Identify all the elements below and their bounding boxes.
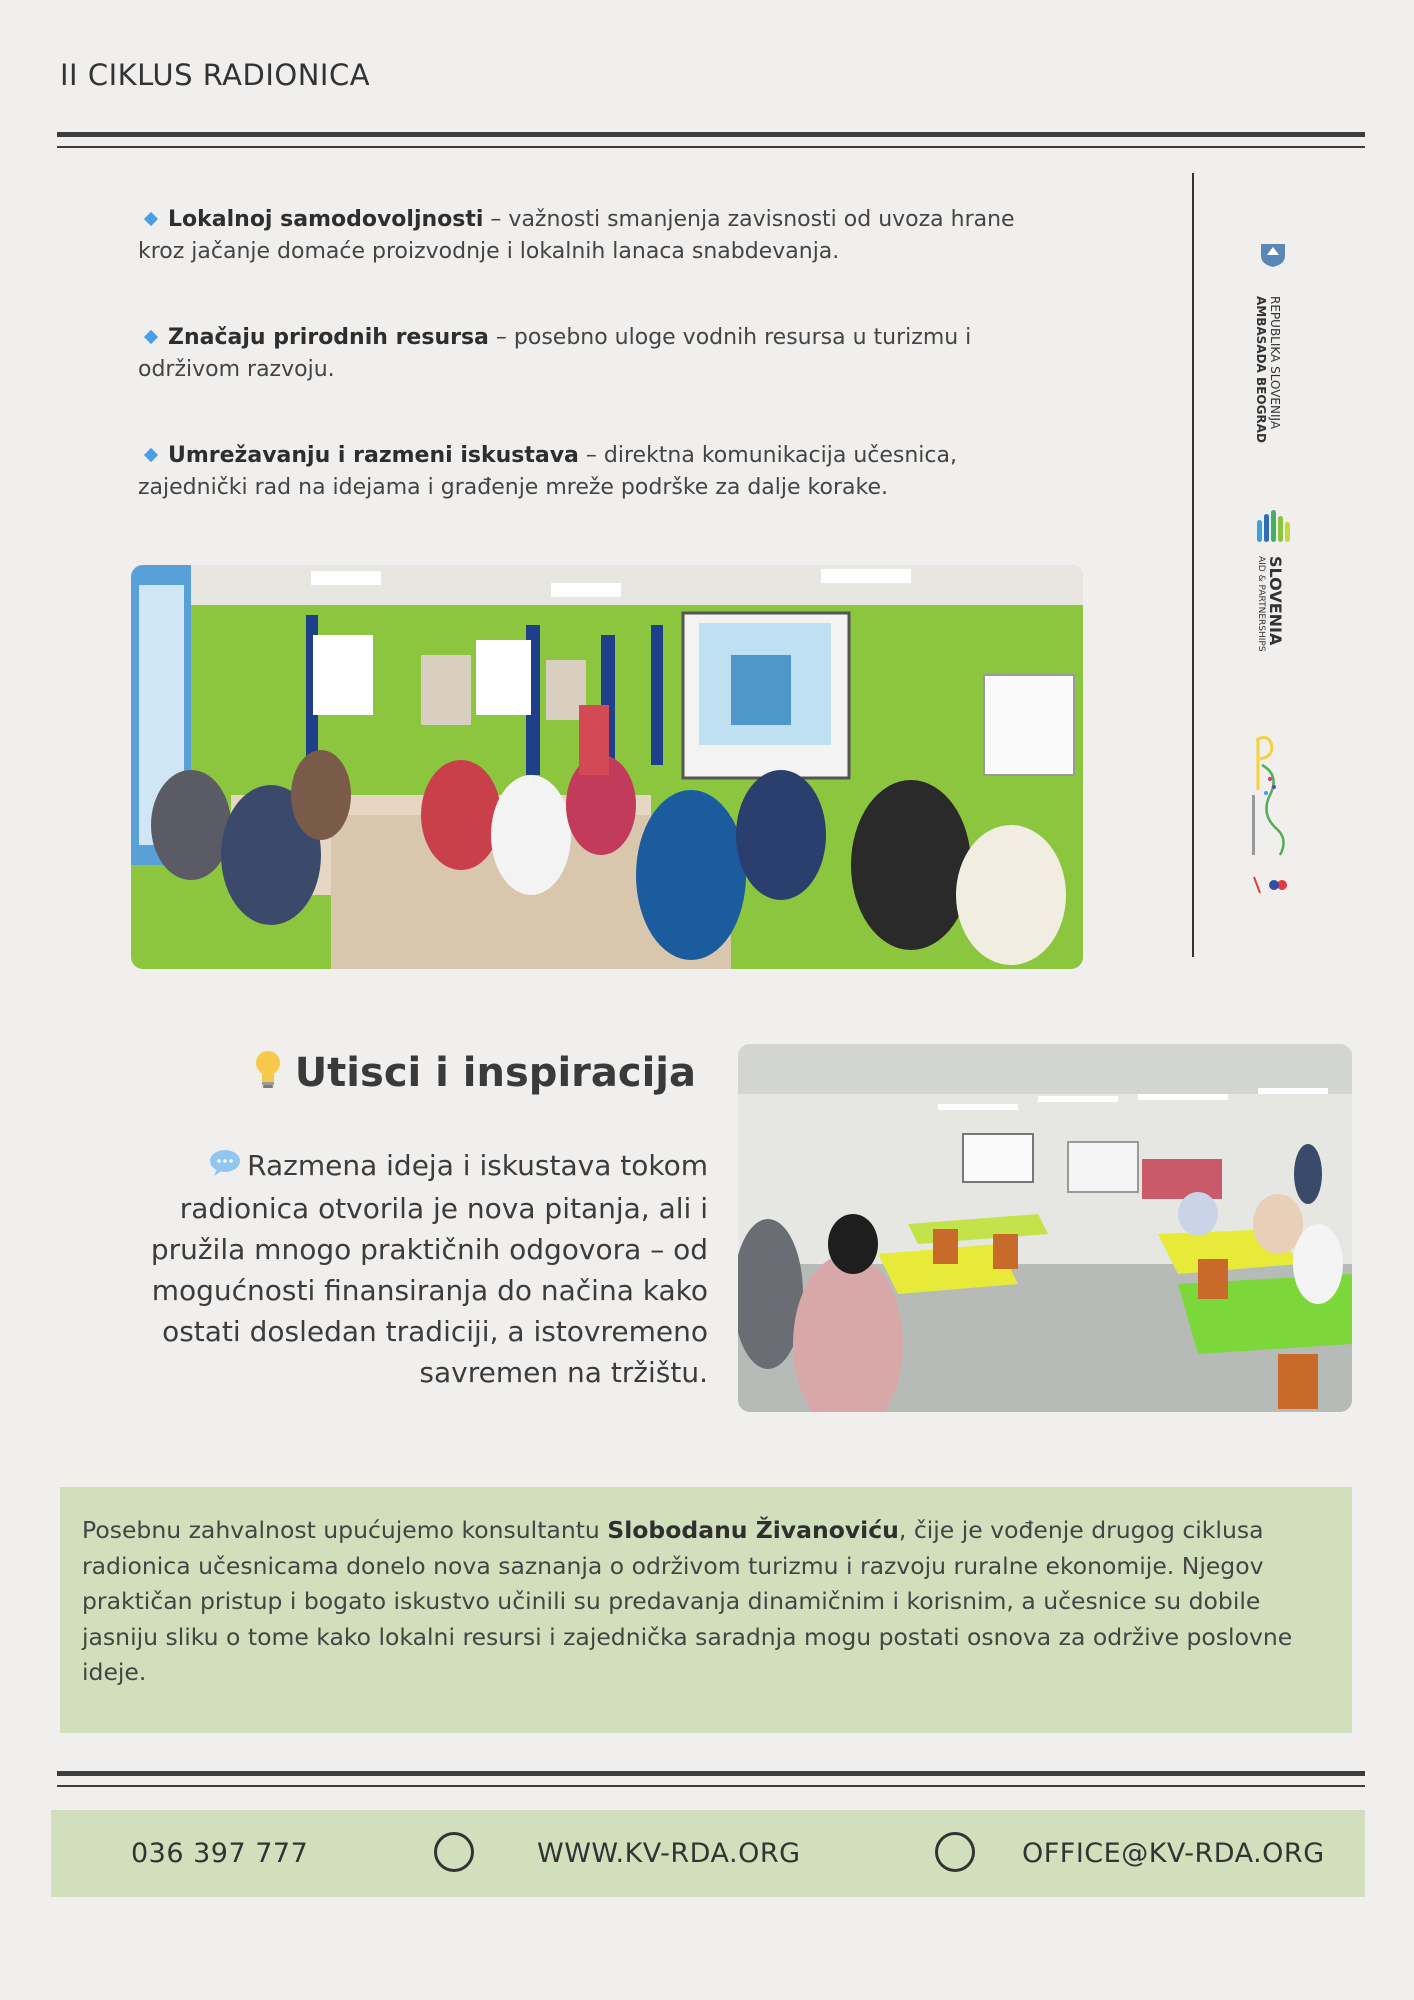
slovenia-logo-text	[1254, 556, 1285, 652]
consultant-name: Slobodanu Živanoviću	[607, 1516, 899, 1544]
embassy-logo-text	[1254, 296, 1282, 443]
bullet-text: – posebno uloge vodnih resursa u turizmu i održivom razvoju.	[138, 325, 972, 382]
footer-rule-thin	[57, 1785, 1365, 1787]
bullet-item	[138, 204, 1018, 268]
footer-website[interactable]: WWW.KV-RDA.ORG	[537, 1838, 801, 1869]
bullet-bold: Lokalnoj samodovoljnosti	[168, 207, 484, 232]
section-title-text: Utisci i inspiracija	[294, 1050, 696, 1096]
regional-agency-logo-icon	[1250, 735, 1290, 899]
footer-rule-thick	[57, 1771, 1365, 1776]
embassy-line-1: REPUBLIKA SLOVENIJA	[1268, 296, 1282, 430]
page-header-title: II CIKLUS RADIONICA	[60, 58, 371, 92]
diamond-bullet-icon	[144, 211, 158, 225]
thanks-text-before: Posebnu zahvalnost upućujemo konsultantu	[82, 1516, 608, 1544]
section-title	[255, 1050, 696, 1100]
thanks-panel	[60, 1487, 1352, 1733]
footer-phone: 036 397 777	[131, 1838, 309, 1869]
speech-bubble-icon	[209, 1147, 241, 1188]
diamond-bullet-icon	[144, 447, 158, 461]
lightbulb-icon	[255, 1050, 281, 1100]
circle-icon	[935, 1832, 975, 1872]
bullet-text: – važnosti smanjenja zavisnosti od uvoza hrane kroz jačanje domaće proizvodnje i lokalnih lanaca snabdevanja.	[138, 207, 1015, 264]
slovenia-aid-logo-icon	[1255, 510, 1291, 548]
bullet-bold: Umrežavanju i razmeni iskustava	[168, 443, 579, 468]
thanks-text-after: , čije je vođenje drugog ciklusa radionica učesnicama donelo nova saznanja o održivom turizmu i razvoju ruralne ekonomije. Njegov praktičan pristup i bogato iskustvo učinili su predavanja dinamičnim i korisnim, a učesnice su dobile jasniju sliku o tome kako lokalni resursi i zajednička saradnja mogu postati osnova za održive poslovne ideje.	[82, 1516, 1293, 1686]
footer-contact-bar	[51, 1810, 1365, 1897]
bullet-item	[138, 322, 1018, 386]
slovenia-subtitle: AID & PARTNERSHIPS	[1256, 556, 1266, 652]
header-rule-thin	[57, 146, 1365, 148]
bullet-item	[138, 440, 1018, 504]
impressions-paragraph: Razmena ideja i iskustava tokom radionica otvorila je nova pitanja, ali i pružila mnogo praktičnih odgovora – od mogućnosti finansiranja do načina kako ostati dosledan tradiciji, a istovremeno savremen na tržištu.	[150, 1149, 708, 1389]
footer-email[interactable]: OFFICE@KV-RDA.ORG	[1022, 1838, 1325, 1869]
embassy-coat-of-arms-icon	[1258, 242, 1288, 272]
workshop-photo-green-classroom	[131, 565, 1083, 969]
workshop-photo-yellow-tables	[738, 1044, 1352, 1412]
bullet-bold: Značaju prirodnih resursa	[168, 325, 489, 350]
impressions-text	[110, 1145, 708, 1393]
embassy-line-2: AMBASADA BEOGRAD	[1254, 296, 1268, 443]
slovenia-title: SLOVENIA	[1266, 556, 1285, 646]
diamond-bullet-icon	[144, 329, 158, 343]
circle-icon	[434, 1832, 474, 1872]
bullet-list	[138, 204, 1018, 558]
bullet-text: – direktna komunikacija učesnica, zajednički rad na idejama i građenje mreže podrške za dalje korake.	[138, 443, 957, 500]
header-rule-thick	[57, 132, 1365, 137]
sidebar-divider	[1192, 173, 1194, 957]
